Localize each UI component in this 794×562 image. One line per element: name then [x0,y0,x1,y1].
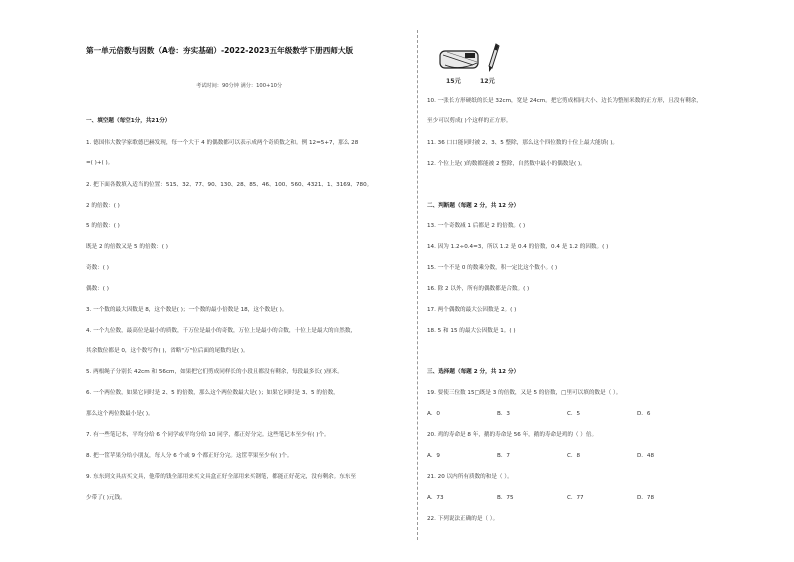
pen-icon [486,42,502,74]
question-18: 18. 5 和 15 的最大公因数是 1。( ) [427,328,516,334]
question-14: 14. 因为 1.2÷0.4=3，所以 1.2 是 0.4 的倍数，0.4 是 1.2 的因数。( ) [427,244,609,250]
q19-option-d: D．6 [637,411,651,417]
exam-subtitle: 考试时间：90分钟 满分：100+10分 [196,83,283,89]
question-2b: 2 的倍数：( ) [86,203,120,209]
section-true-false: 二、判断题（每题 2 分，共 12 分） [427,203,520,209]
q21-option-c: C．77 [567,495,584,501]
question-2e: 奇数：( ) [86,265,109,271]
question-21: 21. 20 以内所有质数的和是（ ）。 [427,474,513,480]
question-2f: 偶数：( ) [86,286,109,292]
exam-title: 第一单元倍数与因数（A卷：夯实基础）-2022-2023五年级数学下册西师大版 [86,46,354,55]
q19-option-a: A．0 [427,411,440,417]
question-22: 22. 下列说法正确的是（ ）。 [427,516,499,522]
question-12: 12. 个位上是( )的数都能被 2 整除，自然数中最小的偶数是( )。 [427,161,586,167]
question-4b: 其余数位都是 0，这个数写作( )，省略"万"位后面的尾数约是( )。 [86,348,249,354]
question-10a: 10. 一张长方形硬纸的长是 32cm，宽是 24cm。把它剪成相同大小、边长为整厘米数的正方形，且没有剩余， [427,98,702,104]
q20-option-d: D．48 [637,453,655,459]
question-19: 19. 要使三位数 15□既是 3 的倍数，又是 5 的倍数，□里可以填的数是（ ）。 [427,390,622,396]
question-20: 20. 鸡的寿命是 8 年，鹅的寿命是 56 年，鹅的寿命是鸡的（ ）倍。 [427,432,598,438]
question-7: 7. 有一些笔记本，平均分给 6 个同学或平均分给 10 同学，都正好分完。这些笔记本至少有( )个。 [86,432,330,438]
question-16: 16. 除 2 以外，所有的偶数都是合数。( ) [427,286,530,292]
question-2a: 2. 把下面各数填入适当的位置：515、32、77、90、130、28、85、46、100、560、4321、1、3169、780。 [86,182,373,188]
q19-option-b: B．3 [497,411,510,417]
question-10b: 至少可以剪成( )个这样的正方形。 [427,118,512,124]
question-9a: 9. 东东到文具店买文具，他带的钱全部用来买文具盒正好全部用来买钢笔，都能正好花完，没有剩余。东东至 [86,474,357,480]
question-1b: =( )+( )。 [86,160,114,166]
question-8: 8. 把一筐苹果分给小朋友，每人分 6 个或 9 个都正好分完。这筐苹果至少有( )个。 [86,453,293,459]
question-1a: 1. 德国伟大数学家歌德巴赫发现，每一个大于 4 的偶数都可以表示成两个奇质数之和。例 12=5+7，那么 28 [86,140,359,146]
section-fill-in: 一、填空题（每空1分，共21分） [86,118,171,124]
q21-option-b: B．75 [497,495,514,501]
question-13: 13. 一个奇数减 1 后都是 2 的倍数。( ) [427,223,526,229]
q21-option-d: D．78 [637,495,655,501]
question-6a: 6. 一个两位数，如果它同时是 2、5 的倍数，那么这个两位数最大是( )；如果它同时是 3、5 的倍数， [86,390,339,396]
q21-option-a: A．73 [427,495,444,501]
q20-option-a: A．9 [427,453,440,459]
question-4a: 4. 一个九位数，最高位是最小的质数，千万位是最小的奇数，万位上是最小的合数，十位上是最大的自然数， [86,328,357,334]
question-6b: 那么这个两位数最小是( )。 [86,411,154,417]
question-11: 11. 36 口口能同时被 2、3、5 整除，那么这个四位数的十位上最大能填( )。 [427,140,618,146]
question-3: 3. 一个数的最大因数是 8，这个数是( )；一个数的最小倍数是 18，这个数是( )。 [86,307,288,313]
q20-option-b: B．7 [497,453,510,459]
section-multiple-choice: 三、选择题（每题 2 分，共 12 分） [427,369,520,375]
pencil-case-icon [437,45,483,73]
question-15: 15. 一个不是 0 的数乘分数，积一定比这个数小。( ) [427,265,558,271]
question-2c: 5 的倍数：( ) [86,223,120,229]
pen-price: 12元 [480,78,495,85]
column-divider [417,30,418,540]
question-17: 17. 两个偶数的最大公因数是 2。( ) [427,307,517,313]
question-5: 5. 两根绳子分别长 42cm 和 56cm，如果把它们剪成同样长的小段且都没有剩余，每段最多长( )厘米。 [86,369,343,375]
question-9b: 少带了( )元钱。 [86,495,126,501]
pencil-case-price: 15元 [446,78,461,85]
question-2d: 既是 2 的倍数又是 5 的倍数：( ) [86,244,168,250]
q20-option-c: C．8 [567,453,581,459]
q19-option-c: C．5 [567,411,581,417]
